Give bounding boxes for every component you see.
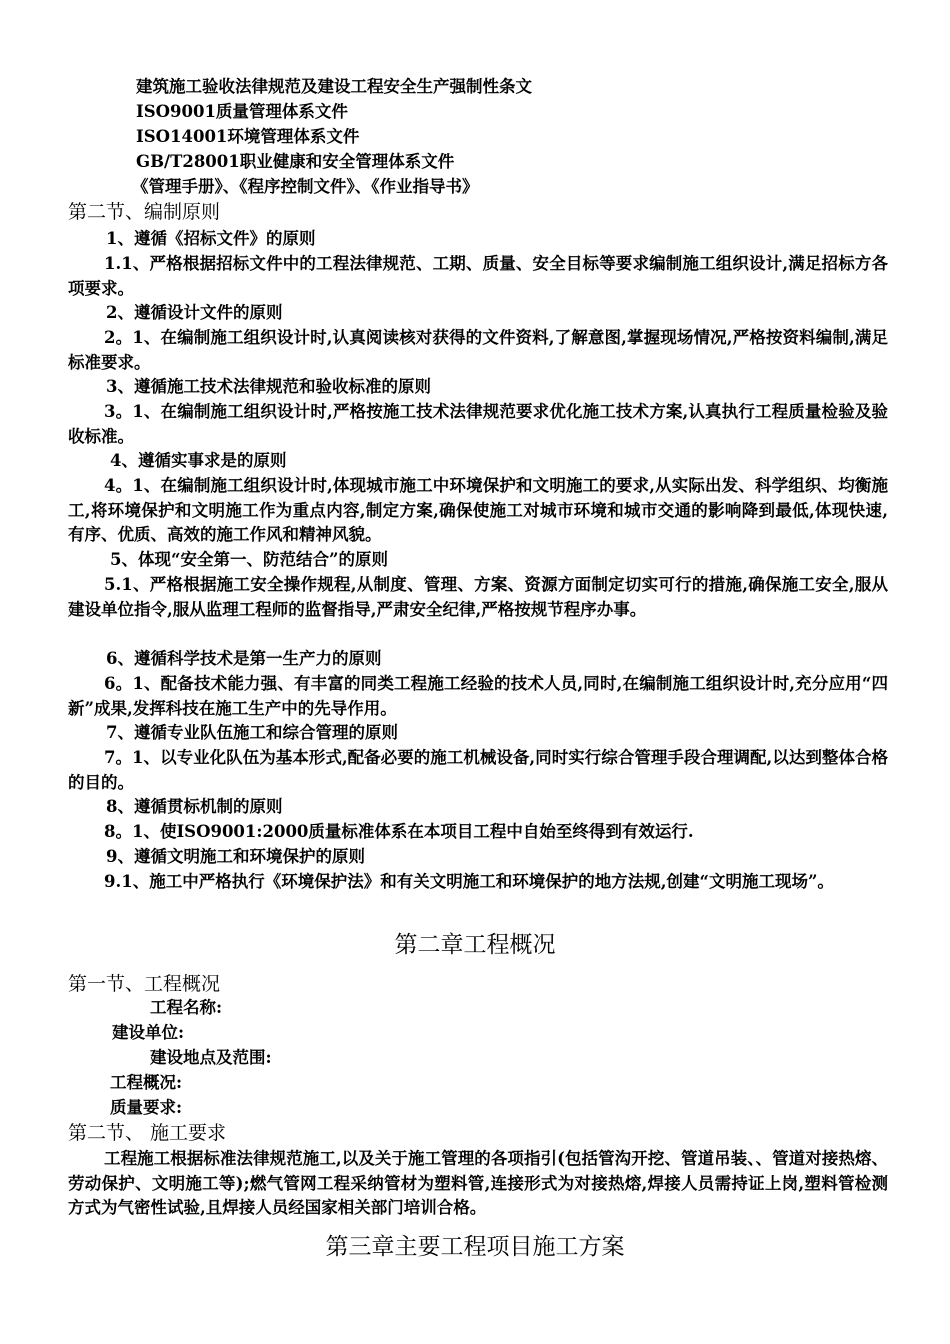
reference-item: GB/T28001职业健康和安全管理体系文件 — [136, 152, 455, 171]
reference-item: ISO9001质量管理体系文件 — [136, 102, 348, 121]
principle-body: 5.1、严格根据施工安全操作规程,从制度、管理、方案、资源方面制定切实可行的措施,确保施工安全,服从建设单位指令,服从监理工程师的监督指导,严肃安全纪律,严格按规节程序办事。 — [68, 575, 888, 619]
principle-heading: 1、遵循《招标文件》的原则 — [106, 229, 316, 248]
principle-body: 3。1、在编制施工组织设计时,严格按施工技术法律规范要求优化施工技术方案,认真执行工程质量检验及验收标准。 — [68, 402, 888, 446]
principle-heading: 8、遵循贯标机制的原则 — [106, 797, 283, 816]
project-field-location: 建设地点及范围: — [150, 1048, 272, 1067]
principle-heading: 7、遵循专业队伍施工和综合管理的原则 — [106, 723, 398, 742]
principle-heading: 5、体现“安全第一、防范结合”的原则 — [110, 550, 388, 569]
principle-heading: 9、遵循文明施工和环境保护的原则 — [106, 847, 365, 866]
reference-item: 建筑施工验收法律规范及建设工程安全生产强制性条文 — [136, 77, 532, 96]
principle-body: 9.1、施工中严格执行《环境保护法》和有关文明施工和环境保护的地方法规,创建“文明施工现场”。 — [104, 872, 834, 891]
project-field-quality: 质量要求: — [110, 1098, 183, 1117]
reference-item: ISO14001环境管理体系文件 — [136, 127, 360, 146]
principle-heading: 3、遵循施工技术法律规范和验收标准的原则 — [106, 377, 431, 396]
principle-body: 8。1、使ISO9001:2000质量标准体系在本项目工程中自始至终得到有效运行. — [104, 822, 694, 841]
principle-heading: 2、遵循设计文件的原则 — [106, 303, 283, 322]
project-field-owner: 建设单位: — [112, 1023, 185, 1042]
project-field-overview: 工程概况: — [110, 1073, 183, 1092]
principle-body: 4。1、在编制施工组织设计时,体现城市施工中环境保护和文明施工的要求,从实际出发、科学组织、均衡施工,将环境保护和文明施工作为重点内容,制定方案,确保使施工对城市环境和城市交通的影响降到最低,体现快速,有序、优质、高效的施工作风和精神风貌。 — [68, 476, 888, 544]
principle-body: 1.1、严格根据招标文件中的工程法律规范、工期、质量、安全目标等要求编制施工组织设计,满足招标方各项要求。 — [68, 254, 888, 298]
chapter-title: 第二章工程概况 — [394, 932, 556, 958]
principle-heading: 4、遵循实事求是的原则 — [110, 451, 287, 470]
principle-body: 7。1、以专业化队伍为基本形式,配备必要的施工机械设备,同时实行综合管理手段合理调配,以达到整体合格的目的。 — [68, 748, 888, 792]
principle-heading: 6、遵循科学技术是第一生产力的原则 — [106, 649, 382, 668]
principle-body: 2。1、在编制施工组织设计时,认真阅读核对获得的文件资料,了解意图,掌握现场情况,严格按资料编制,满足标准要求。 — [68, 328, 888, 372]
construction-requirements-body: 工程施工根据标准法律规范施工,以及关于施工管理的各项指引(包括管沟开挖、管道吊装、、管道对接热熔、劳动保护、文明施工等);燃气管网工程采纳管材为塑料管,连接形式为对接热熔,焊接人员需持证上岗,塑料管检测方式为气密性试验,且焊接人员经国家相关部门培训合格。 — [68, 1149, 888, 1217]
section-title: 第一节、工程概况 — [68, 973, 221, 995]
section-title: 第二节、编制原则 — [68, 201, 221, 223]
principle-body: 6。1、配备技术能力强、有丰富的同类工程施工经验的技术人员,同时,在编制施工组织设计时,充分应用“四新”成果,发挥科技在施工生产中的先导作用。 — [68, 674, 888, 718]
section-title: 第二节、 施工要求 — [68, 1122, 227, 1144]
project-field-name: 工程名称: — [150, 998, 223, 1017]
chapter-title: 第三章主要工程项目施工方案 — [325, 1234, 625, 1260]
reference-item: 《管理手册》、《程序控制文件》、《作业指导书》 — [132, 177, 479, 196]
